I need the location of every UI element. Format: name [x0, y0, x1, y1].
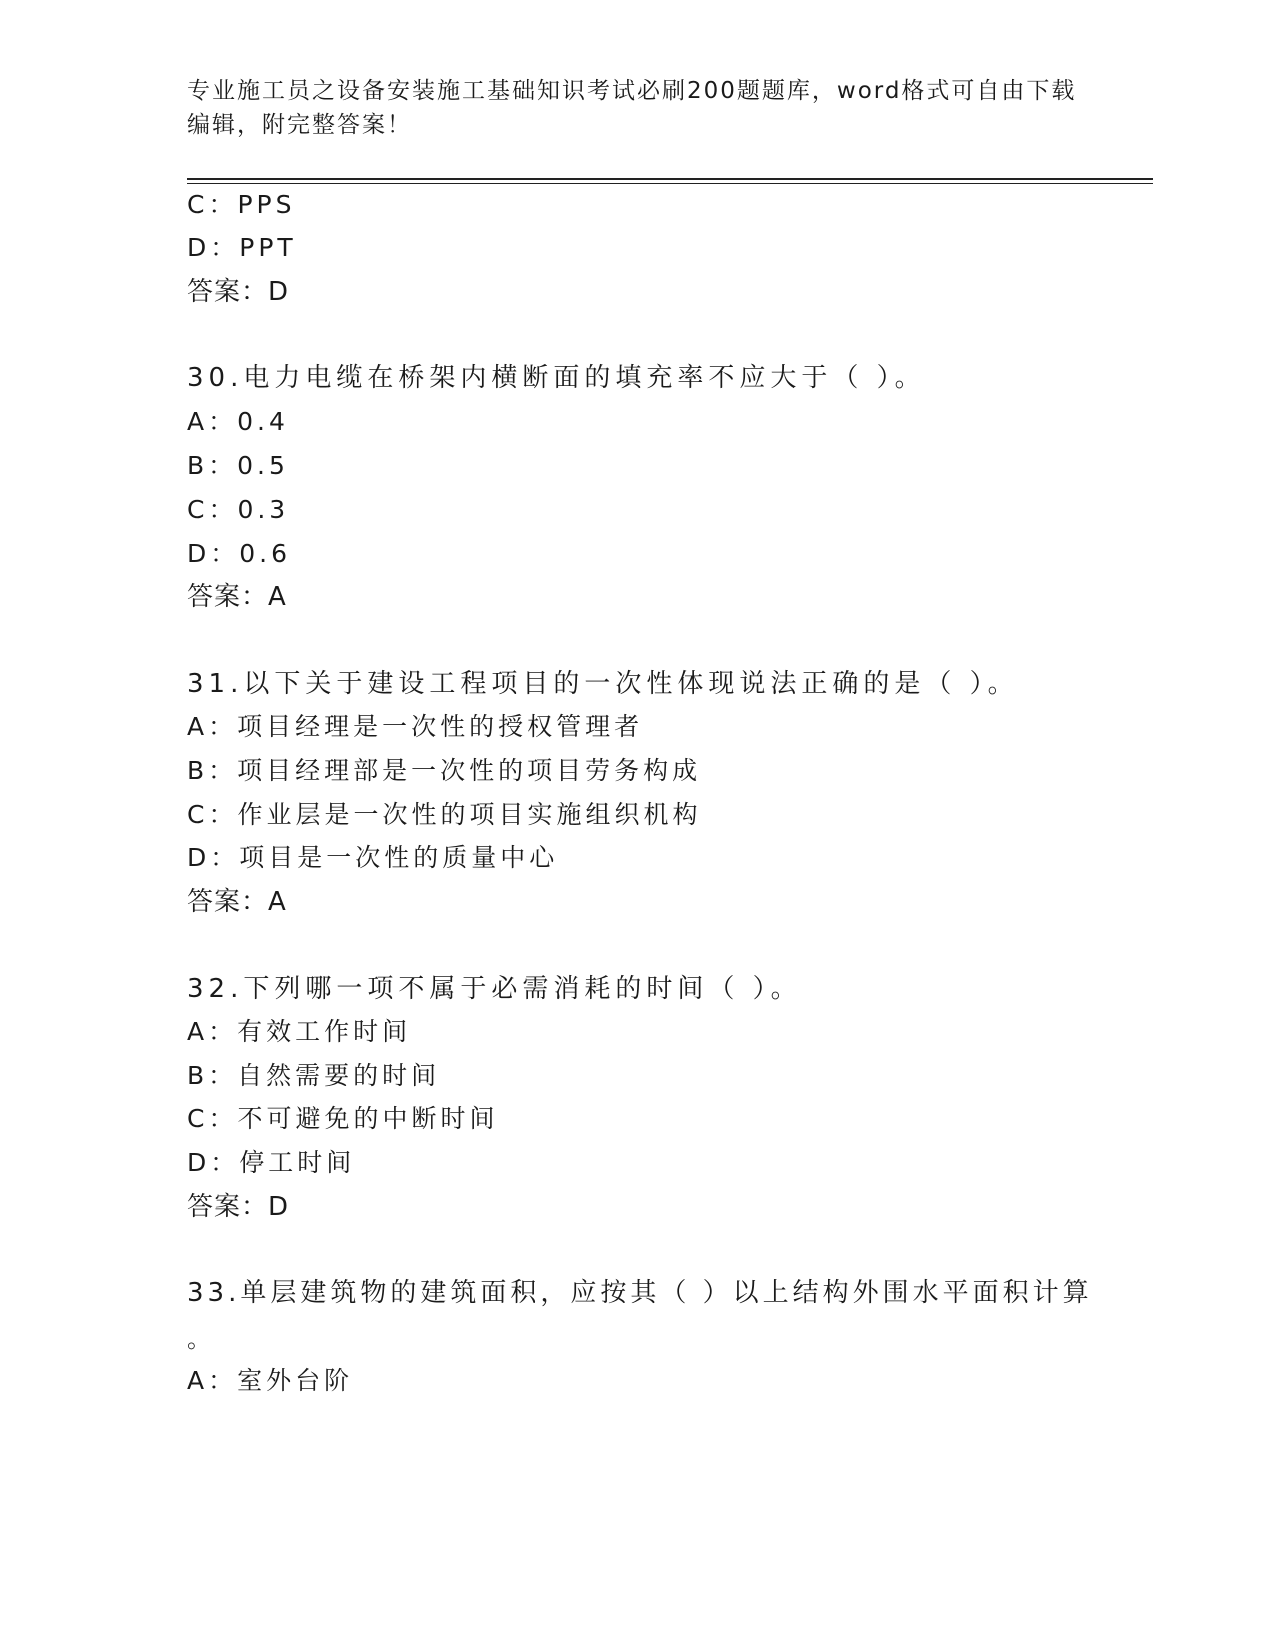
- answer: 答案：A: [187, 887, 287, 917]
- question-30: 30.电力电缆在桥架内横断面的填充率不应大于（ ）。: [187, 363, 926, 393]
- answer: 答案：D: [187, 1192, 290, 1222]
- option-a: A：室外台阶: [187, 1366, 354, 1395]
- option-a: A：项目经理是一次性的授权管理者: [187, 712, 644, 741]
- option-a: A：0.4: [187, 407, 289, 436]
- option-d: D：PPT: [187, 233, 297, 262]
- option-c: C：0.3: [187, 495, 290, 524]
- option-a: A：有效工作时间: [187, 1017, 412, 1046]
- answer: 答案：A: [187, 582, 287, 612]
- option-b: B：自然需要的时间: [187, 1061, 441, 1090]
- option-d: D：0.6: [187, 539, 292, 568]
- option-c: C：不可避免的中断时间: [187, 1104, 499, 1133]
- option-c: C：作业层是一次性的项目实施组织机构: [187, 800, 702, 829]
- question-32: 32.下列哪一项不属于必需消耗的时间（ ）。: [187, 974, 802, 1004]
- option-c: C：PPS: [187, 190, 296, 219]
- option-b: B：项目经理部是一次性的项目劳务构成: [187, 756, 702, 785]
- option-d: D：项目是一次性的质量中心: [187, 843, 559, 872]
- document-header: 专业施工员之设备安装施工基础知识考试必刷200题题库，word格式可自由下载编辑，附完整答案！: [187, 78, 1077, 138]
- question-31: 31.以下关于建设工程项目的一次性体现说法正确的是（ ）。: [187, 669, 1019, 699]
- answer: 答案：D: [187, 277, 290, 307]
- question-33-continuation: 。: [187, 1325, 211, 1353]
- option-d: D：停工时间: [187, 1148, 356, 1177]
- header-divider-thin: [187, 183, 1153, 184]
- header-divider-thick: [187, 178, 1153, 180]
- option-b: B：0.5: [187, 451, 289, 480]
- question-33: 33.单层建筑物的建筑面积，应按其（ ）以上结构外围水平面积计算: [187, 1278, 1093, 1308]
